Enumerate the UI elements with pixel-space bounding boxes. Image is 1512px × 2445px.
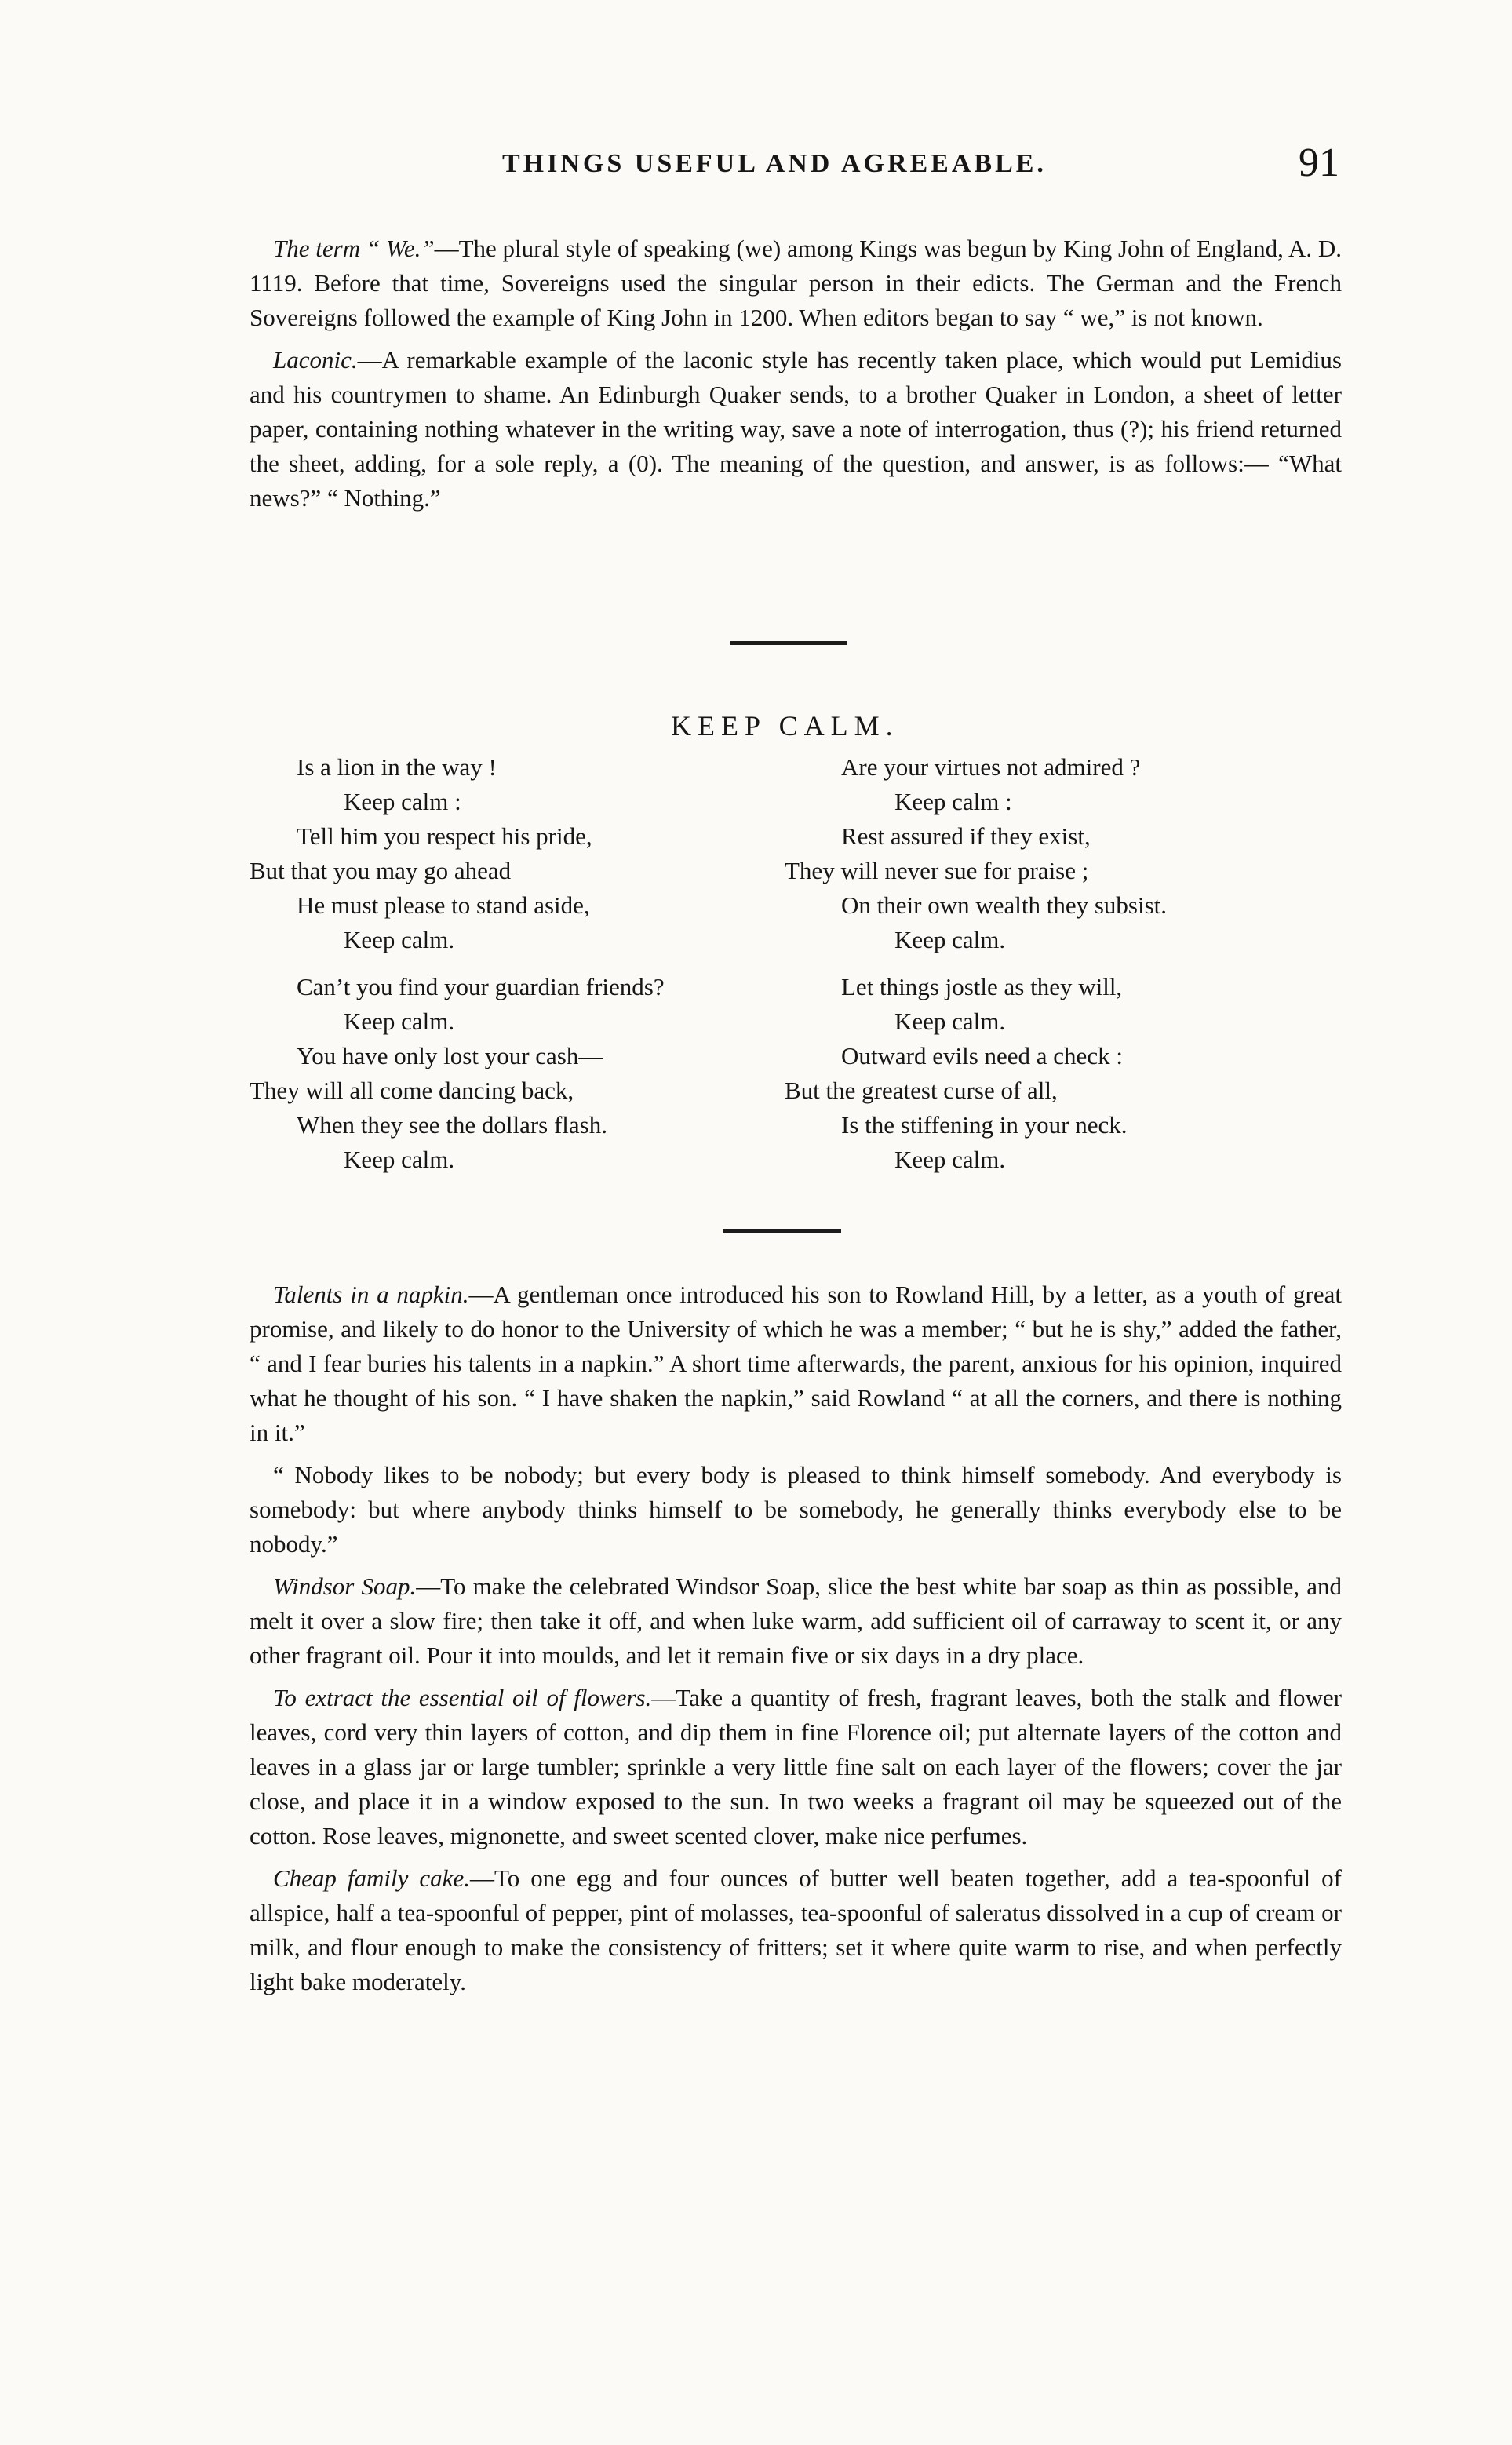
poem-stanza [250,750,799,957]
paragraph-term-we [250,231,1342,335]
paragraph-lead: Cheap family cake. [273,1864,470,1892]
poem-stanza [785,970,1318,1177]
poem-line: You have only lost your cash— [297,1042,603,1069]
bottom-text-block [250,1277,1342,2007]
poem-line: Let things jostle as they will, [841,973,1123,1000]
poem-title: KEEP CALM. [671,710,899,742]
paragraph-lead: Windsor Soap. [273,1572,417,1600]
paragraph-nobody [250,1458,1342,1561]
paragraph-text: —A gentleman once introduced his son to Rowland Hill, by a letter, as a youth of great promise, and likely to do honor to the University of which he was a member; “ but he is shy,” added the father, “ and I fear buries his talents in a napkin.” A short time afterwards, the parent, anxious for his opinion, inquired what he thought of his son. “ I have shaken the napkin,” said Rowland “ at all the corners, and there is nothing in it.” [250,1281,1342,1446]
paragraph-essential-oil [250,1681,1342,1853]
poem-line: He must please to stand aside, [297,891,590,919]
poem-line: Are your virtues not admired ? [841,753,1141,781]
paragraph-text: —A remarkable example of the laconic style has recently taken place, which would put Lemidius and his countrymen to shame. An Edinburgh Quaker sends, to a brother Quaker in London, a sheet of letter paper, containing nothing whatever in the writing way, save a note of interrogation, thus (?); his friend returned the sheet, adding, for a sole reply, a (0). The meaning of the question, and answer, is as follows:— “What news?” “ Nothing.” [250,346,1342,512]
poem-line: But the greatest curse of all, [785,1077,1058,1104]
paragraph-family-cake [250,1861,1342,1999]
poem-line: Keep calm. [894,1146,1006,1173]
paragraph-text: —Take a quantity of fresh, fragrant leaves, both the stalk and flower leaves, cord very thin layers of cotton, and dip them in fine Florence oil; put alternate layers of the cotton and leaves in a glass jar or large tumbler; sprinkle a very little fine salt on each layer of the flowers; cover the jar close, and place it in a window exposed to the sun. In two weeks a fragrant oil may be squeezed out of the cotton. Rose leaves, mignonette, and sweet scented clover, make nice perfumes. [250,1684,1342,1849]
paragraph-talents [250,1277,1342,1450]
poem-line: Keep calm. [344,926,455,953]
section-divider [723,1229,841,1233]
running-title: THINGS USEFUL AND AGREEABLE. [502,149,1047,178]
paragraph-text: —The plural style of speaking (we) among Kings was begun by King John of England, A. D. 1119. Before that time, Sovereigns used the singular person in their edicts. The German and the French Sovereigns followed the example of King John in 1200. When editors began to say “ we,” is not known. [250,235,1343,331]
poem-stanza [785,750,1318,957]
poem-line: Keep calm : [344,788,461,815]
paragraph-text: —To make the celebrated Windsor Soap, slice the best white bar soap as thin as possible, and melt it over a slow fire; then take it off, and when luke warm, add sufficient oil of carraway to scent it, or any other fragrant oil. Pour it into moulds, and let it remain five or six days in a dry place. [250,1572,1342,1669]
paragraph-lead: To extract the essential oil of flowers. [273,1684,652,1711]
poem-line: But that you may go ahead [250,857,512,884]
paragraph-lead: Talents in a napkin. [273,1281,469,1308]
poem-line: Keep calm. [894,1008,1006,1035]
poem-left-column [250,750,799,1190]
poem-line: Outward evils need a check : [841,1042,1123,1069]
paragraph-lead: The term “ We.” [273,235,435,262]
poem-line: They will all come dancing back, [250,1077,574,1104]
poem-line: Keep calm : [894,788,1012,815]
poem-right-column [785,750,1318,1190]
poem-line: On their own wealth they subsist. [841,891,1168,919]
paragraph-laconic [250,343,1342,516]
section-divider [730,641,847,645]
poem-line: They will never sue for praise ; [785,857,1089,884]
paragraph-lead: Laconic. [273,346,358,373]
poem-line: Rest assured if they exist, [841,822,1091,850]
poem-line: Is the stiffening in your neck. [841,1111,1128,1139]
poem-line: Can’t you find your guardian friends? [297,973,665,1000]
paragraph-text: “ Nobody likes to be nobody; but every body is pleased to think himself somebody. And everybody is somebody: but where anybody thinks himself to be somebody, he generally thinks everybody else to be nobody.” [250,1461,1342,1558]
paragraph-windsor-soap [250,1569,1342,1673]
paragraph-text: —To one egg and four ounces of butter well beaten together, add a tea-spoonful of allspice, half a tea-spoonful of pepper, pint of molasses, tea-spoonful of saleratus dissolved in a cup of cream or milk, and flour enough to make the consistency of fritters; set it where quite warm to rise, and when perfectly light bake moderately. [250,1864,1342,1995]
poem-line: Keep calm. [894,926,1006,953]
top-text-block [250,231,1342,523]
poem-line: Keep calm. [344,1146,455,1173]
page-number: 91 [1299,140,1339,185]
poem-line: Tell him you respect his pride, [297,822,592,850]
poem-line: Is a lion in the way ! [297,753,497,781]
poem-line: Keep calm. [344,1008,455,1035]
poem-stanza [250,970,799,1177]
poem-line: When they see the dollars flash. [297,1111,607,1139]
